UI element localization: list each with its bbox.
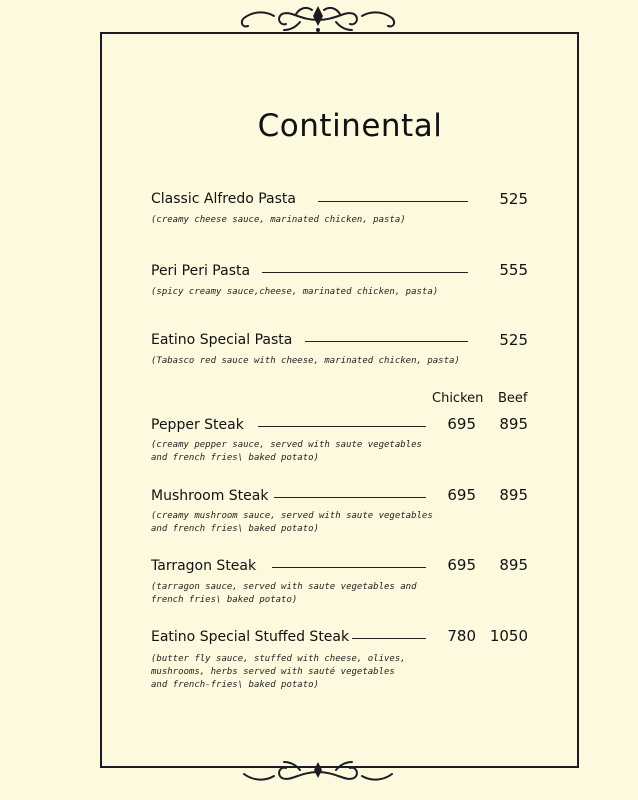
column-header-chicken: Chicken <box>432 391 484 406</box>
chicken-price: 695 <box>447 415 476 433</box>
beef-price: 895 <box>499 486 528 504</box>
menu-item-description: (tarragon sauce, served with saute vegetables and <box>151 582 417 592</box>
menu-item-description: and french fries\ baked potato) <box>151 453 319 463</box>
menu-item-description: french fries\ baked potato) <box>151 595 298 605</box>
menu-item-name: Eatino Special Pasta <box>151 332 293 348</box>
leader-line <box>318 201 468 202</box>
leader-line <box>352 638 426 639</box>
menu-item-price: 555 <box>499 261 528 279</box>
leader-line <box>262 272 468 273</box>
menu-item-description: (Tabasco red sauce with cheese, marinated chicken, pasta) <box>151 356 460 366</box>
chicken-price: 695 <box>447 486 476 504</box>
leader-line <box>272 567 426 568</box>
leader-line <box>274 497 426 498</box>
menu-item-description: (creamy mushroom sauce, served with saute vegetables <box>151 511 433 521</box>
chicken-price: 695 <box>447 556 476 574</box>
menu-item-name: Peri Peri Pasta <box>151 263 251 279</box>
menu-item-name: Pepper Steak <box>151 417 244 433</box>
menu-item-name: Classic Alfredo Pasta <box>151 191 296 207</box>
page-title: Continental <box>257 108 443 144</box>
beef-price: 1050 <box>489 627 528 645</box>
menu-item-name: Mushroom Steak <box>151 488 269 504</box>
menu-item-price: 525 <box>499 331 528 349</box>
beef-price: 895 <box>499 556 528 574</box>
menu-item-description: (butter fly sauce, stuffed with cheese, olives, <box>151 654 406 664</box>
menu-item-name: Eatino Special Stuffed Steak <box>151 629 350 645</box>
menu-item-name: Tarragon Steak <box>151 558 257 574</box>
menu-item-description: (creamy cheese sauce, marinated chicken, pasta) <box>151 215 406 225</box>
bottom-ornament-icon <box>0 758 638 798</box>
menu-item-description: mushrooms, herbs served with sauté vegetables <box>151 667 395 677</box>
leader-line <box>258 426 426 427</box>
menu-item-description: and french-fries\ baked potato) <box>151 680 319 690</box>
beef-price: 895 <box>499 415 528 433</box>
menu-item-description: and french fries\ baked potato) <box>151 524 319 534</box>
menu-item-price: 525 <box>499 190 528 208</box>
chicken-price: 780 <box>447 627 476 645</box>
column-header-beef: Beef <box>498 391 528 406</box>
menu-item-description: (spicy creamy sauce,cheese, marinated chicken, pasta) <box>151 287 439 297</box>
menu-item-description: (creamy pepper sauce, served with saute vegetables <box>151 440 422 450</box>
leader-line <box>305 341 468 342</box>
